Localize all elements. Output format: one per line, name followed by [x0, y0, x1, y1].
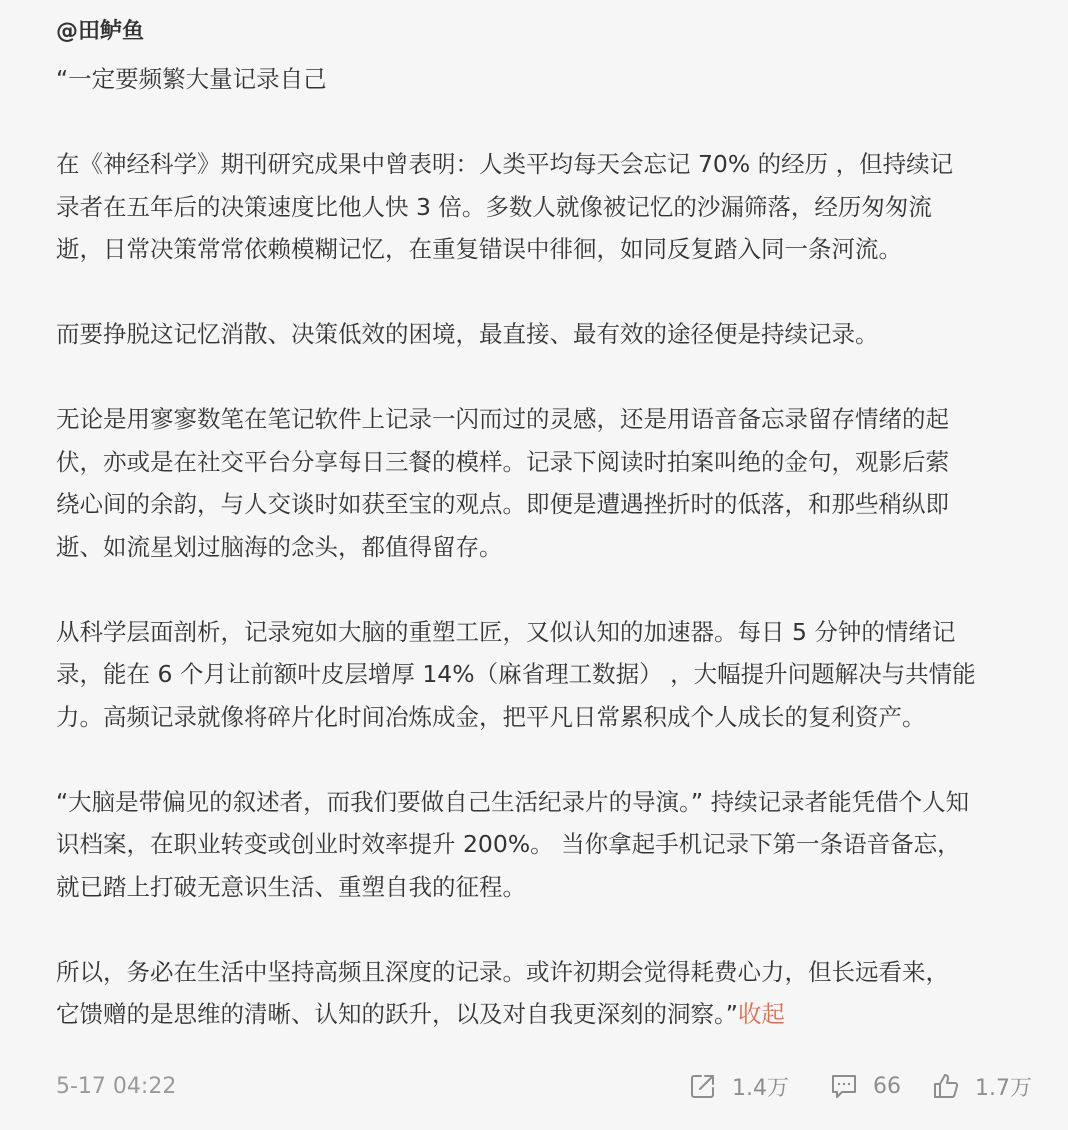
- paragraph-gap: [56, 271, 1036, 314]
- post-text-line: “一定要频繁大量记录自己: [56, 65, 327, 93]
- post-text-line: 所以，务必在生活中坚持高频且深度的记录。或许初期会觉得耗费心力，但长远看来，: [56, 957, 949, 986]
- author-name[interactable]: @田鲈鱼: [56, 19, 145, 44]
- paragraph-gap: [56, 101, 1036, 144]
- comment-count: 66: [873, 1073, 901, 1099]
- like-button[interactable]: [931, 1071, 1032, 1102]
- post-text-line: 无论是用寥寥数笔在笔记软件上记录一闪而过的灵感，还是用语音备忘录留存情绪的起: [56, 405, 949, 433]
- post-content: [56, 58, 1036, 1036]
- repost-count: 1.4万: [732, 1075, 789, 1101]
- repost-button[interactable]: [688, 1071, 789, 1102]
- post-text-line: 就已踏上打破无意识生活、重塑自我的征程。: [56, 872, 526, 901]
- post-actions: [688, 1071, 1032, 1102]
- paragraph-gap: [56, 908, 1036, 951]
- post-text-line: 而要挣脱这记忆消散、决策低效的困境，最直接、最有效的途径便是持续记录。: [56, 320, 879, 348]
- post-text-line: 录，能在 6 个月让前额叶皮层增厚 14%（麻省理工数据） ，大幅提升问题解决与共情能: [56, 660, 976, 688]
- post-text-line: 从科学层面剖析，记录宛如大脑的重塑工匠，又似认知的加速器。每日 5 分钟的情绪记: [56, 617, 956, 646]
- comment-button[interactable]: [829, 1071, 901, 1101]
- post-timestamp: 5-17 04:22: [56, 1073, 177, 1099]
- collapse-link[interactable]: 收起: [737, 1000, 785, 1028]
- post-footer: [56, 1066, 1032, 1106]
- post-text-line: 绕心间的余韵，与人交谈时如获至宝的观点。即便是遭遇挫折时的低落，和那些稍纵即: [56, 490, 949, 518]
- post-text-lines: [56, 58, 1036, 993]
- post-text-line: 在《神经科学》期刊研究成果中曾表明：人类平均每天会忘记 70% 的经历 ，但持续记: [56, 150, 954, 178]
- post-text-line: 录者在五年后的决策速度比他人快 3 倍。多数人就像被记忆的沙漏筛落，经历匆匆流: [56, 192, 932, 221]
- comment-icon: [829, 1071, 859, 1101]
- post-text-line: 识档案，在职业转变或创业时效率提升 200%。 当你拿起手机记录下第一条语音备忘，: [56, 830, 961, 858]
- post-text-line: 逝、如流星划过脑海的念头，都值得留存。: [56, 532, 503, 561]
- like-count: 1.7万: [975, 1075, 1032, 1101]
- paragraph-gap: [56, 356, 1036, 399]
- paragraph-gap: [56, 568, 1036, 611]
- post-text-line: 逝，日常决策常常依赖模糊记忆，在重复错误中徘徊，如同反复踏入同一条河流。: [56, 235, 902, 263]
- post-text-line: 伏，亦或是在社交平台分享每日三餐的模样。记录下阅读时拍案叫绝的金句，观影后萦: [56, 447, 949, 476]
- post-last-line-text: 它馈赠的是思维的清晰、认知的跃升，以及对自我更深刻的洞察。”: [56, 1000, 738, 1028]
- post-last-line: [56, 993, 1036, 1036]
- share-icon: [688, 1071, 718, 1101]
- paragraph-gap: [56, 738, 1036, 781]
- post-text-line: “大脑是带偏见的叙述者，而我们要做自己生活纪录片的导演。” 持续记录者能凭借个人知: [56, 787, 970, 816]
- post-text-line: 力。高频记录就像将碎片化时间冶炼成金，把平凡日常累积成个人成长的复利资产。: [56, 702, 926, 731]
- thumbs-up-icon: [931, 1071, 961, 1101]
